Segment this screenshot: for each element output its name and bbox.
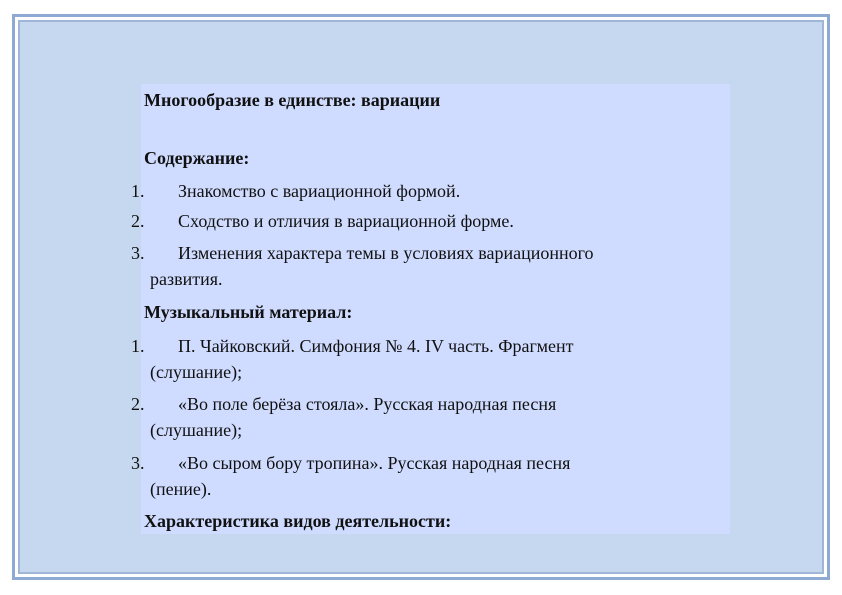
list-item-continuation: (слушание); bbox=[150, 420, 243, 440]
list-item: «Во поле берёза стояла». Русская народная песня bbox=[178, 394, 557, 414]
list-item-number: 2. bbox=[131, 211, 145, 231]
activities-heading: Характеристика видов деятельности: bbox=[144, 511, 452, 531]
list-item-number: 3. bbox=[131, 453, 145, 473]
list-item-number: 1. bbox=[131, 336, 145, 356]
list-item: «Во сыром бору тропина». Русская народная песня bbox=[178, 453, 571, 473]
list-item-number: 1. bbox=[131, 181, 145, 201]
slide-title: Многообразие в единстве: вариации bbox=[144, 90, 441, 110]
content-heading: Содержание: bbox=[144, 148, 250, 168]
list-item: П. Чайковский. Симфония № 4. IV часть. Фрагмент bbox=[178, 336, 574, 356]
list-item-continuation: развития. bbox=[150, 269, 223, 289]
list-item: Сходство и отличия в вариационной форме. bbox=[178, 211, 514, 231]
list-item-number: 3. bbox=[131, 243, 145, 263]
list-item: Изменения характера темы в условиях вариационного bbox=[178, 243, 594, 263]
list-item: Знакомство с вариационной формой. bbox=[178, 181, 461, 201]
list-item-continuation: (пение). bbox=[150, 479, 212, 499]
list-item-continuation: (слушание); bbox=[150, 362, 243, 382]
list-item-number: 2. bbox=[131, 394, 145, 414]
material-heading: Музыкальный материал: bbox=[144, 302, 353, 322]
